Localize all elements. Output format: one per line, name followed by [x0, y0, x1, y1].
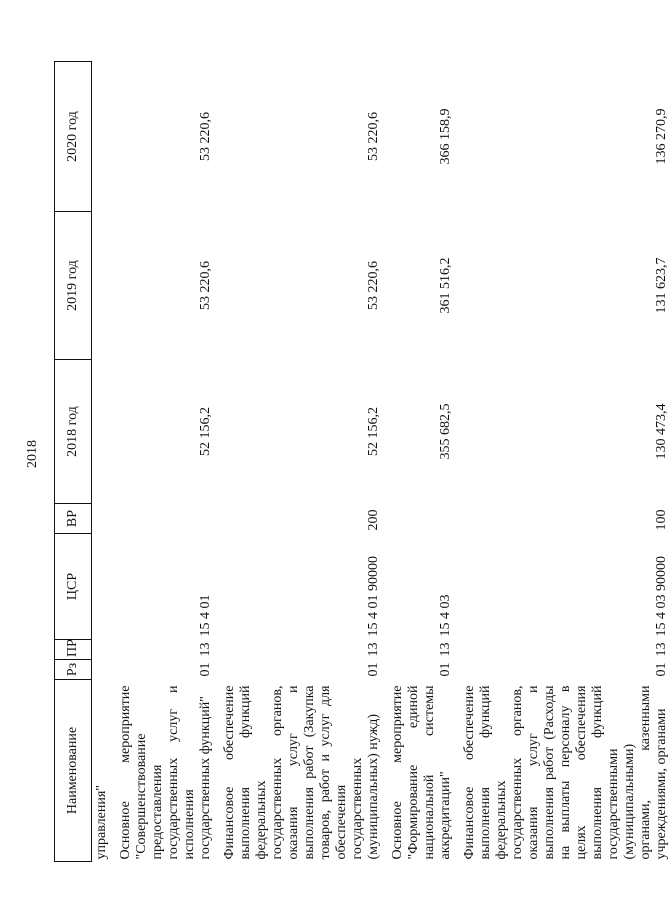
row-2020: 136 270,9 [654, 108, 669, 165]
row-2019: 53 220,6 [366, 261, 381, 310]
row-name: Основное мероприятие "Формирование единой национальной системы аккредитации" [390, 685, 453, 860]
table-row [116, 62, 216, 862]
row-name: Основное мероприятие "Совершенствование предоставления государственных услуг и исполнения государственных функций" [118, 685, 213, 860]
row-csr: 15 4 01 90000 [366, 556, 381, 637]
row-csr: 15 4 03 90000 [654, 556, 669, 637]
header-vr: ВР [55, 504, 92, 534]
row-csr: 15 4 01 [198, 594, 213, 637]
row-2020: 53 220,6 [366, 112, 381, 161]
page-number [18, 438, 48, 470]
row-pr: 13 [198, 642, 213, 657]
row-2020: 366 158,9 [438, 108, 453, 165]
header-rz: Рз [55, 660, 92, 680]
row-vr: 100 [654, 509, 669, 531]
header-name: Наименование [55, 680, 92, 862]
row-pr: 13 [438, 642, 453, 657]
row-2018: 52 156,2 [198, 407, 213, 456]
table-row [220, 62, 384, 862]
row-rz: 01 [366, 662, 381, 677]
header-2019: 2019 год [55, 212, 92, 360]
row-2018: 52 156,2 [366, 407, 381, 456]
table-row [460, 62, 672, 862]
row-2019: 361 516,2 [438, 257, 453, 314]
header-2020: 2020 год [55, 62, 92, 212]
row-csr: 15 4 03 [438, 594, 453, 637]
row-vr [388, 504, 456, 534]
row-2018: 355 682,5 [438, 403, 453, 460]
row-name: Финансовое обеспечение выполнения функций федеральных государственных органов, оказания услуг и выполнения работ (Закупка товаров, работ и услуг для обеспечения государственных (муниципальных) нужд) [222, 685, 381, 860]
row-2019: 131 623,7 [654, 257, 669, 314]
row-rz: 01 [438, 662, 453, 677]
table-row-continuation [92, 62, 113, 862]
row-vr: 200 [366, 509, 381, 531]
row-name: Финансовое обеспечение выполнения функций федеральных государственных органов, оказания услуг и выполнения работ (Расходы на выплаты персоналу в целях обеспечения выполнения функций государственными (муниципальными) органами, казенными учреждениями, органами [462, 685, 669, 860]
row-rz: 01 [198, 662, 213, 677]
header-pr: ПР [55, 640, 92, 660]
rotated-budget-table [54, 62, 669, 862]
page-number-text: 2018 [25, 440, 40, 468]
row-2019: 53 220,6 [198, 261, 213, 310]
header-2018: 2018 год [55, 360, 92, 504]
row-pr: 13 [366, 642, 381, 657]
row-pr: 13 [654, 642, 669, 657]
budget-table [54, 61, 672, 862]
table-row [388, 62, 456, 862]
table-header-row [55, 62, 92, 862]
row-2020: 53 220,6 [198, 112, 213, 161]
row-2018: 130 473,4 [654, 403, 669, 460]
row-rz: 01 [654, 662, 669, 677]
continuation-text: управления" [94, 785, 109, 860]
row-vr [116, 504, 216, 534]
header-csr: ЦСР [55, 534, 92, 640]
